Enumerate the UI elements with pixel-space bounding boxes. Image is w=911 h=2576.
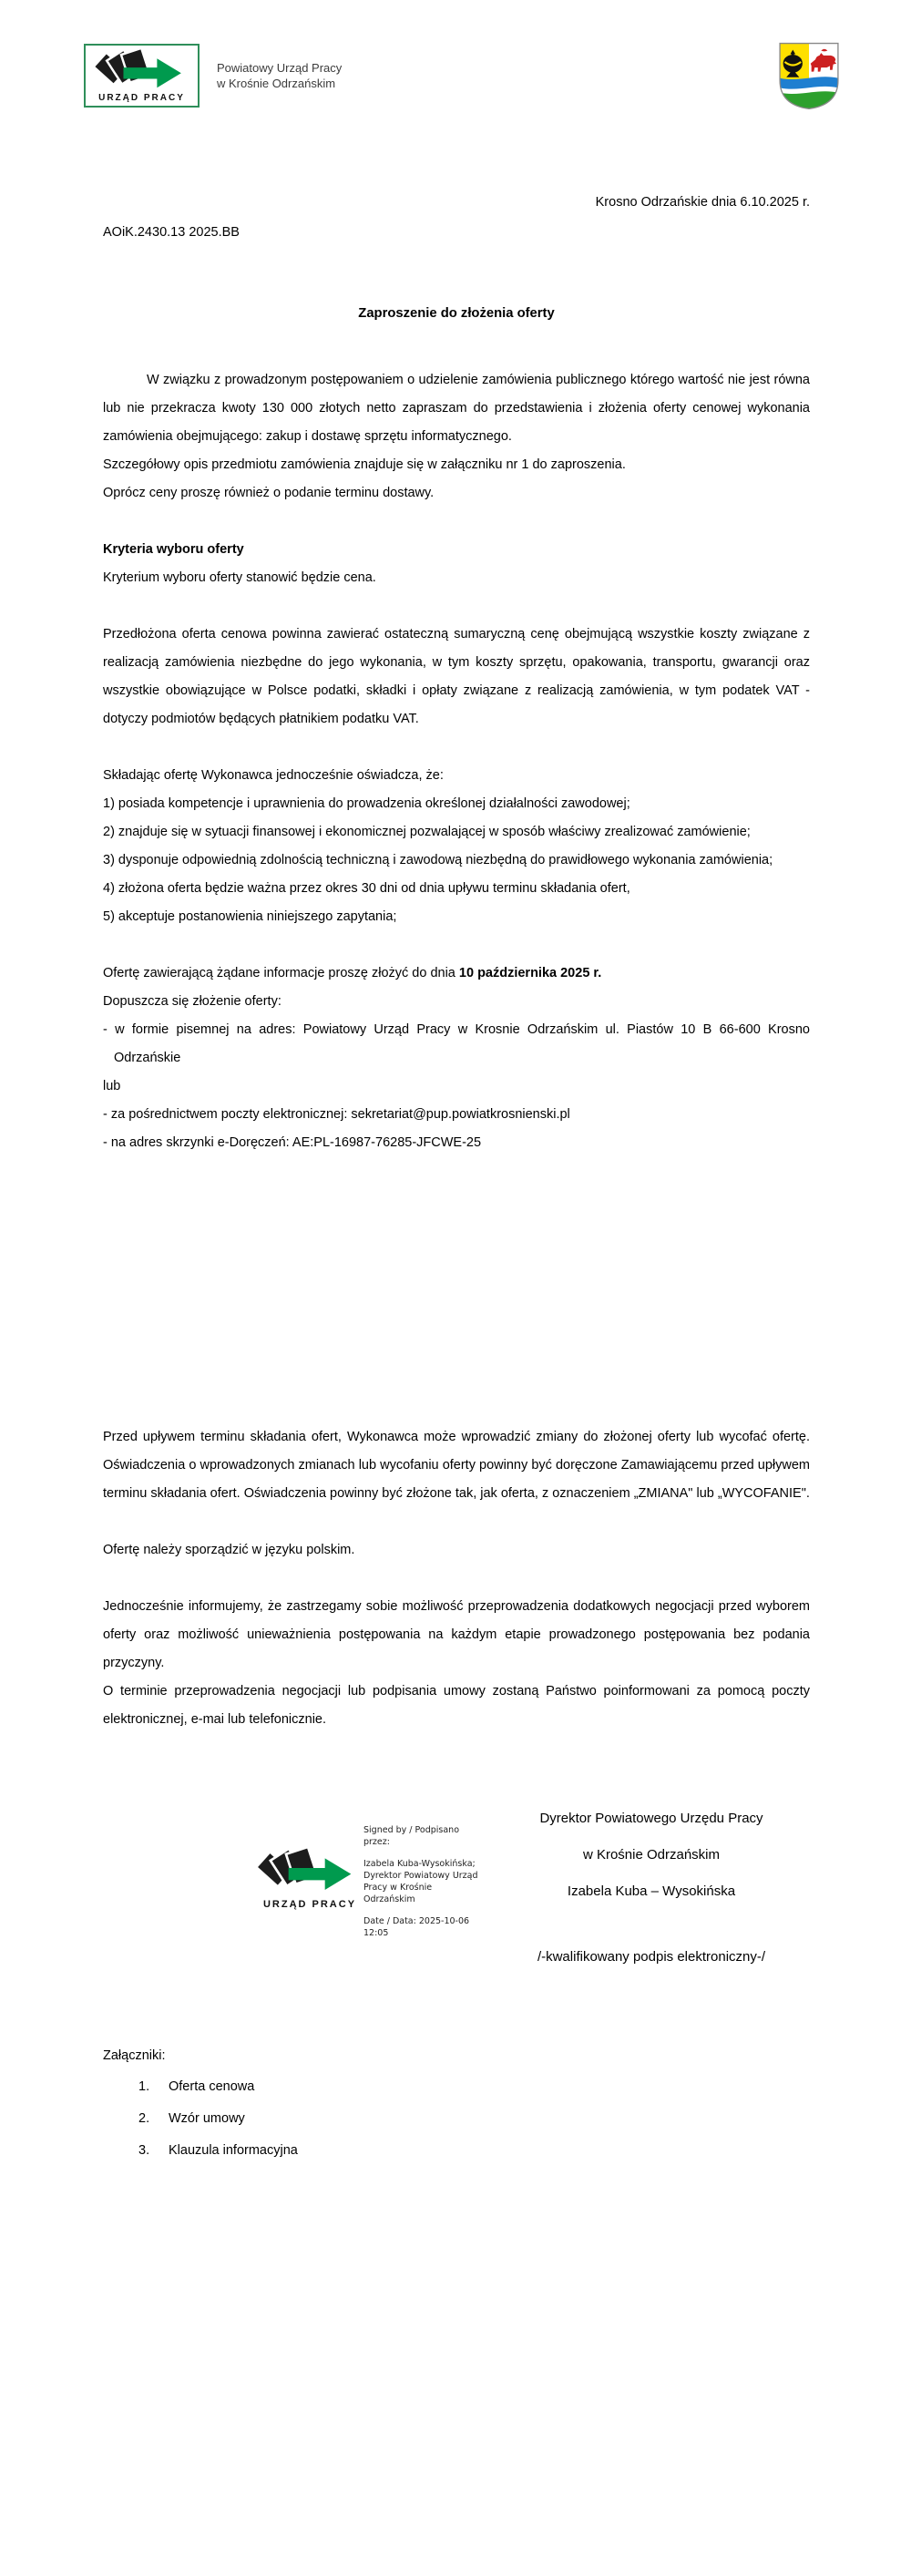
paragraph-specification: Szczegółowy opis przedmiotu zamówienia znajduje się w załączniku nr 1 do zaproszenia. — [103, 457, 626, 472]
county-coat-of-arms — [775, 40, 843, 111]
attachment-item — [103, 2143, 298, 2158]
signer-title-line1: Dyrektor Powiatowego Urzędu Pracy — [539, 1811, 763, 1826]
allowed-email-line: - za pośrednictwem poczty elektronicznej: sekretariat@pup.powiatkrosnienski.pl — [103, 1107, 570, 1122]
paragraph-delivery-term: Oprócz ceny proszę również o podanie terminu dostawy. — [103, 486, 435, 500]
stamp-signed-by: Signed by / Podpisano przez: — [363, 1825, 460, 1847]
paragraph-contact: O terminie przeprowadzenia negocjacji lub podpisania umowy zostaną Państwo poinformowani za pomocą poczty elektronicznej, e-mai lub telefonicznie. — [103, 1684, 810, 1727]
attachments-heading: Załączniki: — [103, 2048, 166, 2063]
criteria-text: Kryterium wyboru oferty stanowić będzie cena. — [103, 570, 376, 585]
attachment-number: 1. — [138, 2079, 150, 2094]
urzad-pracy-logo-label: URZĄD PRACY — [98, 93, 185, 103]
spacer — [103, 1508, 810, 1536]
signature-block — [496, 1801, 806, 1966]
signature-logo-label: URZĄD PRACY — [262, 1899, 357, 1910]
document-title: Zaproszenie do złożenia oferty — [358, 306, 555, 321]
spacer — [103, 931, 810, 960]
attachments-section — [103, 2048, 298, 2175]
allowed-written-address-line2: Odrzańskie — [114, 1051, 181, 1065]
electronic-signature-stamp — [363, 1824, 484, 1939]
urzad-pracy-logo-icon — [89, 47, 197, 91]
attachment-item — [103, 2111, 298, 2126]
submission-deadline-line — [103, 960, 810, 988]
reference-number: AOiK.2430.13 2025.BB — [103, 225, 240, 240]
spacer — [103, 508, 810, 536]
paragraph-negotiations: Jednocześnie informujemy, że zastrzegamy sobie możliwość przeprowadzenia dodatkowych negocjacji przed wyborem oferty oraz możliwość unieważnienia postępowania na każdym etapie prowadzonego postępowania bez podania przyczyny. — [103, 1599, 810, 1670]
stamp-signer: Izabela Kuba-Wysokińska; Dyrektor Powiatowy Urząd Pracy w Krośnie Odrzańskim — [363, 1859, 478, 1904]
paragraph-changes: Przed upływem terminu składania ofert, Wykonawca może wprowadzić zmiany do złożonej oferty lub wycofać ofertę. Oświadczenia o wprowadzonych zmianach lub wycofaniu oferty powinny być doręczone Zamawiającemu przed upływem terminu składania ofert. Oświadczenia powinny być złożone tak, jak oferta, z oznaczeniem „ZMIANA" lub „WYCOFANIE". — [103, 1430, 810, 1501]
paragraph-intro: W związku z prowadzonym postępowaniem o udzielenie zamówienia publicznego którego wartość nie jest równa lub nie przekracza kwoty 130 000 złotych netto zapraszam do przedstawienia i złożenia oferty cenowej wykonania zamówienia obejmującego: zakup i dostawę sprzętu informatycznego. — [103, 373, 810, 444]
urzad-pracy-logo — [84, 44, 200, 108]
document-date: Krosno Odrzańskie dnia 6.10.2025 r. — [595, 195, 810, 210]
attachment-label: Oferta cenowa — [169, 2079, 255, 2094]
declaration-item: 2) znajduje się w sytuacji finansowej i ekonomicznej pozwalającej w sposób właściwy zrealizować zamówienie; — [103, 825, 751, 839]
signer-name: Izabela Kuba – Wysokińska — [567, 1883, 736, 1899]
language-note: Ofertę należy sporządzić w języku polskim. — [103, 1543, 355, 1557]
document-body — [103, 366, 810, 1734]
or-word: lub — [103, 1079, 121, 1093]
submission-prefix: Ofertę zawierającą żądane informacje proszę złożyć do dnia — [103, 966, 459, 980]
signature-urzad-pracy-logo — [251, 1846, 368, 1910]
stamp-date: Date / Data: 2025-10-06 12:05 — [363, 1916, 470, 1938]
organization-name-line2: w Krośnie Odrzańskim — [217, 77, 336, 90]
qualified-signature-note: /-kwalifikowany podpis elektroniczny-/ — [537, 1949, 766, 1965]
declaration-item: 1) posiada kompetencje i uprawnienia do prowadzenia określonej działalności zawodowej; — [103, 796, 630, 811]
declaration-item: 5) akceptuje postanowienia niniejszego zapytania; — [103, 909, 397, 924]
spacer — [103, 592, 810, 621]
coat-of-arms-icon — [775, 40, 843, 111]
declaration-intro: Składając ofertę Wykonawca jednocześnie oświadcza, że: — [103, 768, 444, 783]
attachment-label: Klauzula informacyjna — [169, 2143, 298, 2158]
attachment-item — [103, 2079, 298, 2094]
attachment-number: 3. — [138, 2143, 150, 2158]
allowed-edelivery-line: - na adres skrzynki e-Doręczeń: AE:PL-16987-76285-JFCWE-25 — [103, 1135, 482, 1150]
signature-logo-icon — [251, 1846, 368, 1894]
paragraph-price: Przedłożona oferta cenowa powinna zawierać ostateczną sumaryczną cenę obejmującą wszystkie koszty związane z realizacją zamówienia niezbędne do jego wykonania, w tym koszty sprzętu, opakowania, transportu, gwarancji oraz wszystkie obowiązujące w Polsce podatki, składki i opłaty związane z realizacją zamówienia, w tym podatek VAT - dotyczy podmiotów będących płatnikiem podatku VAT. — [103, 627, 810, 726]
organization-name-line1: Powiatowy Urząd Pracy — [217, 61, 343, 75]
criteria-heading: Kryteria wyboru oferty — [103, 542, 244, 557]
spacer — [103, 734, 810, 762]
declaration-item: 4) złożona oferta będzie ważna przez okres 30 dni od dnia upływu terminu składania ofert, — [103, 881, 630, 896]
allowed-intro: Dopuszcza się złożenie oferty: — [103, 994, 281, 1009]
declaration-item: 3) dysponuje odpowiednią zdolnością techniczną i zawodową niezbędną do prawidłowego wykonania zamówienia; — [103, 853, 773, 867]
allowed-written-address-line1: - w formie pisemnej na adres: Powiatowy Urząd Pracy w Krosnie Odrzańskim ul. Piastów 10 B 66-600 Krosno — [103, 1022, 810, 1037]
spacer — [103, 1565, 810, 1593]
attachment-number: 2. — [138, 2111, 150, 2126]
organization-name — [217, 60, 342, 91]
signer-title-line2: w Krośnie Odrzańskim — [582, 1847, 721, 1863]
attachment-label: Wzór umowy — [169, 2111, 245, 2126]
submission-deadline: 10 października 2025 r. — [458, 966, 602, 980]
page-gap-spacer — [103, 1157, 810, 1423]
